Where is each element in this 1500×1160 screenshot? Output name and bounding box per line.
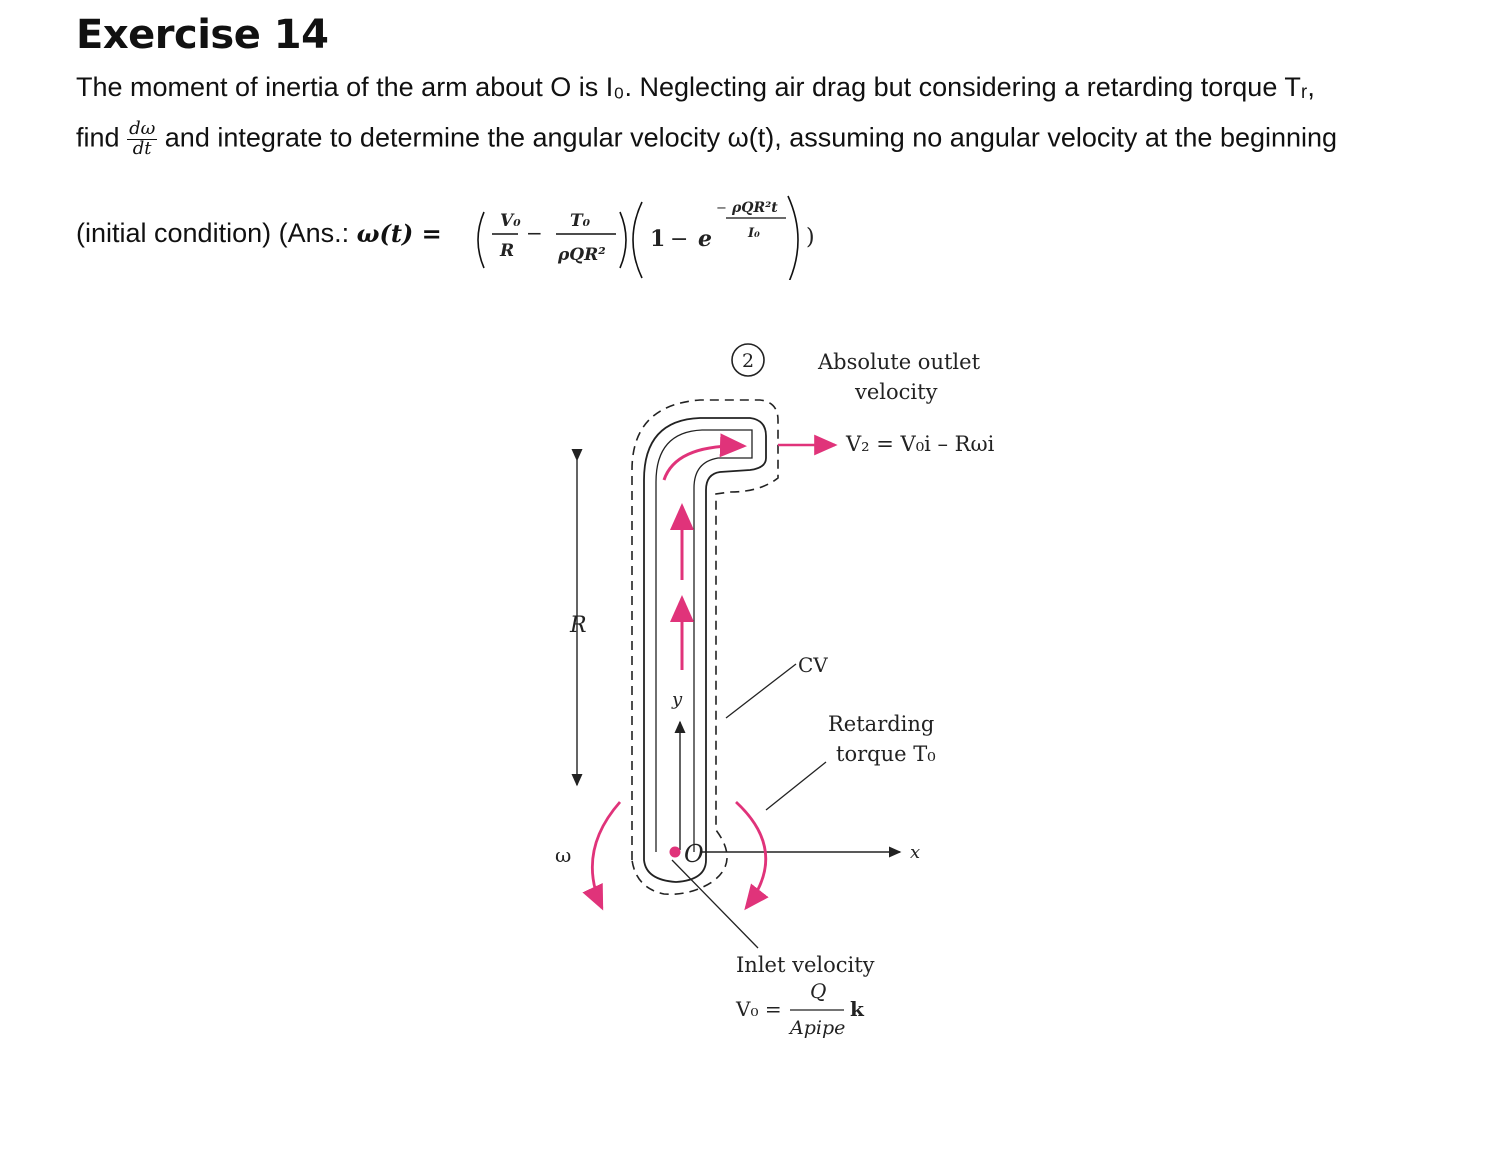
problem-line-1: The moment of inertia of the arm about O is I₀. Neglecting air drag but considering a retarding torque Tᵣ, [76,72,1315,102]
cv-label: CV [798,653,828,677]
x-axis-label: x [910,842,921,863]
y-axis-label: y [672,689,683,710]
outlet-label-line-1: Absolute outlet [818,350,981,374]
cv-leader-line [726,664,796,718]
retarding-label-line-1: Retarding [828,712,935,736]
pipe-inner-wall [656,430,752,852]
svg-text:I₀: I₀ [748,226,760,241]
origin-label: O [684,840,704,868]
svg-text:ρQR²t: ρQR²t [732,200,778,216]
svg-text:−: − [526,221,543,245]
derivative-numerator: dω [129,118,156,139]
inlet-formula-denominator: Apipe [790,1017,846,1039]
svg-text:−: − [716,201,727,216]
svg-text:V₀: V₀ [500,211,521,231]
radius-label: R [570,613,587,638]
exercise-title: Exercise 14 [76,12,329,58]
svg-text:R: R [500,241,515,261]
find-word: find [76,122,120,153]
origin-point [670,847,681,858]
svg-text:e: e [698,226,712,252]
svg-text:ρQR²: ρQR² [558,245,606,265]
retarding-leader-line [766,762,826,810]
control-volume-outline [632,400,778,894]
retarding-label-line-2: torque T₀ [836,742,936,766]
inlet-label: Inlet velocity [736,953,875,977]
svg-text:T₀: T₀ [570,211,591,231]
outlet-velocity-formula: V₂ = V₀i – Rωi [846,432,995,456]
outlet-marker-number: 2 [742,350,755,372]
svg-text:1: 1 [650,226,666,252]
svg-text:): ) [806,225,815,250]
derivative-denominator: dt [132,137,152,159]
omega-arc [592,802,620,908]
inlet-leader-line [672,860,758,948]
answer-prefix: (initial condition) (Ans.: [76,218,357,248]
outlet-label-line-2: velocity [855,380,938,404]
problem-line-2-rest: and integrate to determine the angular velocity ω(t), assuming no angular velocity at the beginning [164,122,1338,153]
retarding-torque-arc [736,802,766,908]
inlet-formula-unit: k [850,997,864,1021]
inlet-formula-lhs: V₀ = [736,997,782,1021]
svg-text:−: − [670,227,689,252]
answer-lhs: ω(t) = [356,219,442,248]
omega-label: ω [555,843,572,867]
inlet-formula-numerator: Q [810,979,827,1003]
